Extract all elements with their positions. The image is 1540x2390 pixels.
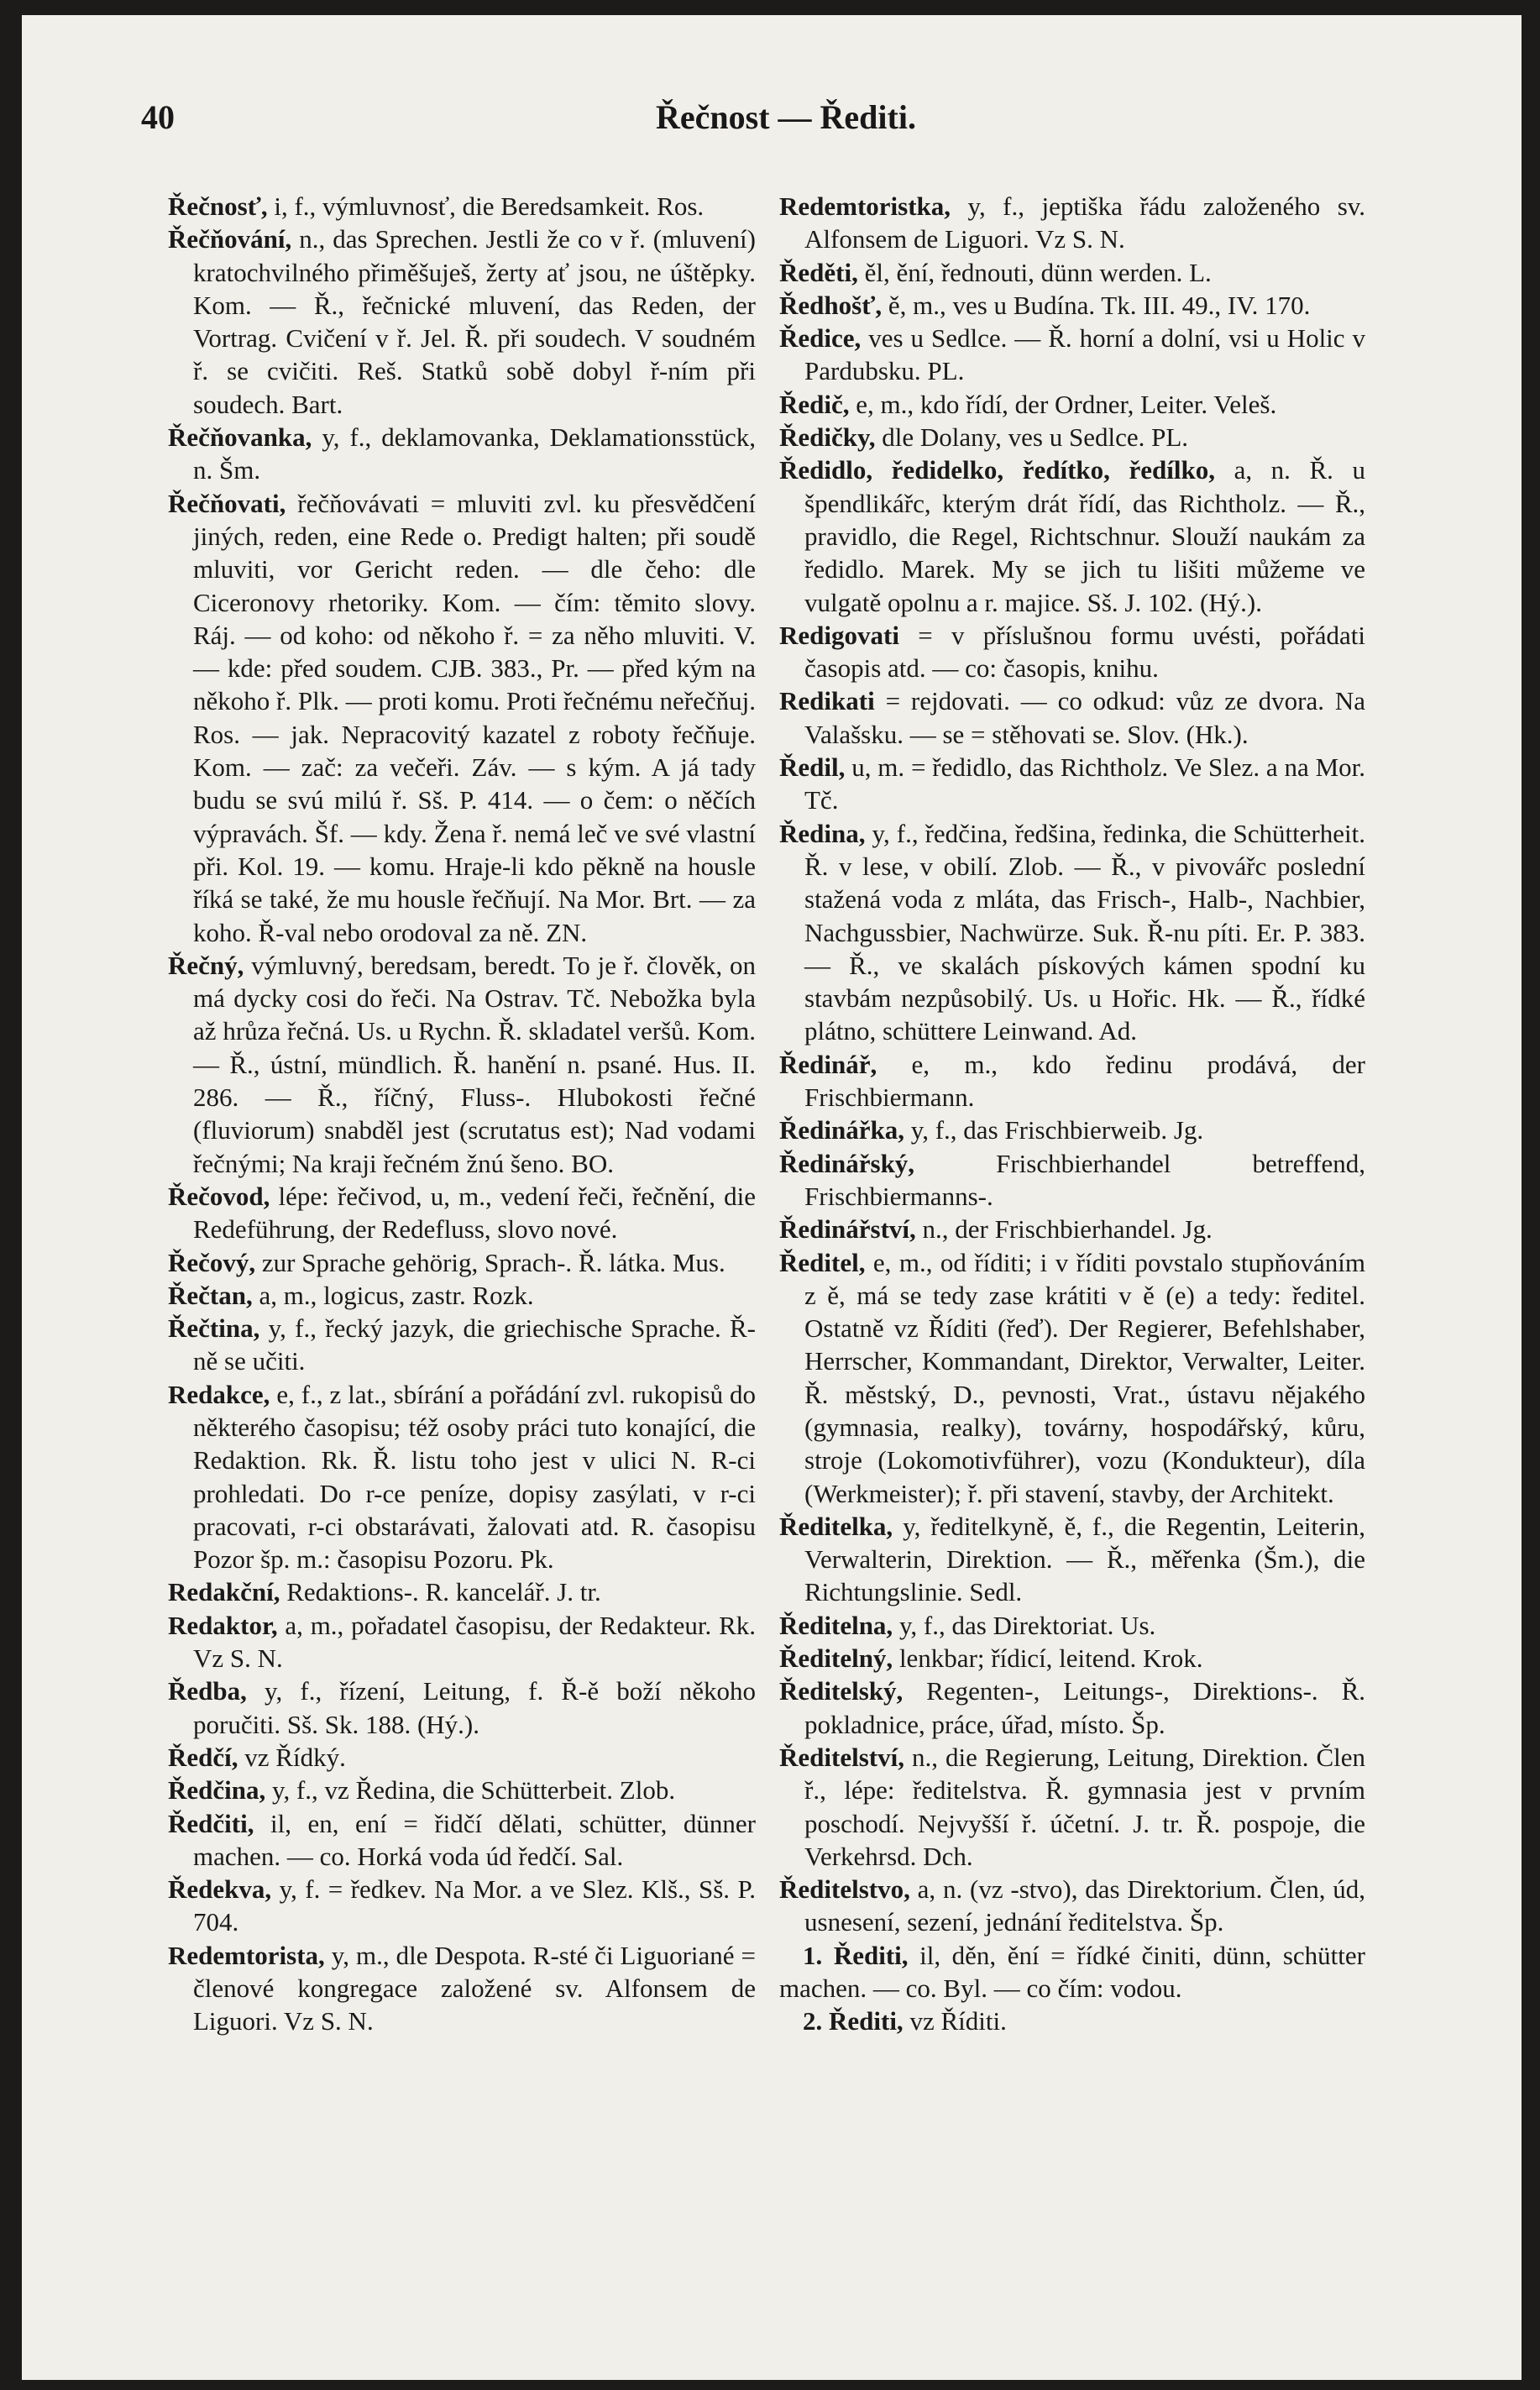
dictionary-entry (168, 1312, 756, 1378)
entry-definition: Regenten-, Leitungs-, Direktions-. Ř. pokladnice, práce, úřad, místo. Šp. (804, 1676, 1365, 1739)
dictionary-entry (779, 751, 1365, 817)
entry-definition: y, f., řízení, Leitung, f. Ř-ě boží někoho poručiti. Sš. Sk. 188. (Hý.). (193, 1676, 757, 1739)
dictionary-entry (168, 949, 756, 1180)
dictionary-entry (168, 190, 756, 223)
entry-definition: e, m., kdo ředinu prodává, der Frischbiermann. (804, 1049, 1365, 1113)
entry-headword: Řečový, (168, 1247, 256, 1277)
dictionary-entry (779, 1213, 1365, 1245)
entry-definition: y, f., řecký jazyk, die griechische Sprache. Ř-ně se učiti. (193, 1313, 756, 1376)
entry-definition: a, n. (vz -stvo), das Direktorium. Člen, úd, usnesení, sezení, jednání ředitelstva. Šp. (804, 1874, 1365, 1937)
entry-definition: e, m., kdo řídí, der Ordner, Leiter. Veleš. (856, 389, 1277, 419)
entry-headword: Ředěti, (779, 257, 858, 287)
entry-headword: Ředitelný, (779, 1643, 893, 1674)
dictionary-entry (168, 223, 756, 421)
entry-headword: Ředič, (779, 389, 850, 419)
entry-headword: Ředitelka, (779, 1511, 893, 1541)
dictionary-entry (779, 322, 1365, 388)
entry-headword: Ředinářství, (779, 1214, 916, 1245)
dictionary-entry (779, 1741, 1365, 1873)
dictionary-entry (168, 1774, 756, 1806)
dictionary-entry (779, 1147, 1365, 1213)
dictionary-entry (168, 1873, 756, 1939)
entry-headword: Redakční, (168, 1577, 280, 1607)
entry-definition: ě, m., ves u Budína. Tk. III. 49., IV. 170. (888, 290, 1311, 320)
entry-definition: n., der Frischbierhandel. Jg. (922, 1214, 1213, 1245)
dictionary-entry (168, 1575, 756, 1608)
entry-headword: Ředhošť, (779, 290, 883, 320)
entry-headword: Ředinářka, (779, 1115, 904, 1145)
dictionary-entry (168, 1675, 756, 1741)
entry-headword: Řečtina, (168, 1313, 260, 1344)
dictionary-entry (779, 256, 1365, 289)
entry-definition: n., die Regierung, Leitung, Direktion. Člen ř., lépe: ředitelstva. Ř. gymnasia jest v prvním poschodí. Nejvyšší ř. účetní. J. tr. Ř. pospoje, die Verkehrsd. Dch. (804, 1742, 1366, 1871)
right-column (779, 190, 1365, 2038)
dictionary-entry (779, 1114, 1365, 1146)
entry-headword: Řečňování, (168, 224, 292, 254)
entry-headword: Ředitelský, (779, 1676, 904, 1706)
dictionary-entry (168, 421, 756, 487)
entry-headword: Řečňovati, (168, 488, 286, 518)
entry-headword: Řečovod, (168, 1181, 270, 1211)
entry-definition: y, f., vz Ředina, die Schütterbeit. Zlob. (272, 1775, 676, 1806)
dictionary-entry (779, 289, 1365, 322)
entry-headword: Ředinářský, (779, 1148, 915, 1178)
dictionary-entry (168, 1180, 756, 1246)
page-number: 40 (141, 98, 175, 136)
entry-headword: Redemtorista, (168, 1940, 325, 1970)
entry-definition: lépe: řečivod, u, m., vedení řeči, řečnění, die Redeführung, der Redefluss, slovo nové. (193, 1181, 757, 1245)
entry-definition: výmluvný, beredsam, beredt. To je ř. člověk, on má dycky cosi do řeči. Na Ostrav. Tč. Nebožka byla až hrůza řečná. Us. u Rychn. Ř. skladatel veršů. Kom. — Ř., ústní, mündlich. Ř. hanění n. psané. Hus. II. 286. — Ř., říčný, Fluss-. Hlubokosti řečné (fluviorum) snabděl jest (scrutatus est); Nad vodami řečnými; Na kraji řečném žnú šeno. BO. (193, 950, 756, 1178)
dictionary-entry (168, 1378, 756, 1576)
dictionary-entry (779, 2005, 1365, 2037)
entry-headword: Ředičky, (779, 422, 876, 453)
dictionary-entry (779, 1939, 1365, 2005)
entry-definition: ěl, ění, řednouti, dünn werden. L. (864, 257, 1212, 287)
entry-headword: Ředekva, (168, 1874, 272, 1905)
entry-definition: e, f., z lat., sbírání a pořádání zvl. rukopisů do některého časopisu; též osoby práci tuto konající, die Redaktion. Rk. Ř. listu toho jest v ulici N. R-ci prohledati. Do r-ce peníze, dopisy zasýlati, v r-ci pracovati, r-ci obstarávati, žalovati atd. R. časopisu Pozor šp. m.: časopisu Pozoru. Pk. (193, 1379, 756, 1575)
entry-headword: Řečtan, (168, 1280, 253, 1310)
entry-definition: y, f. = ředkev. Na Mor. a ve Slez. Klš., Sš. P. 704. (193, 1874, 757, 1937)
page-header (131, 97, 1441, 148)
dictionary-entry (779, 1246, 1365, 1510)
entry-definition: y, f., ředčina, ředšina, ředinka, die Schütterheit. Ř. v lese, v obilí. Zlob. — Ř., v pivovářc poslední stažená voda z mláta, das Frisch-, Halb-, Nachbier, Nachgussbier, Nachwürze. Suk. Ř-nu píti. Er. P. 383. — Ř., ve skalách pískových kámen spodní ku stavbám nezpůsobilý. Us. u Hořic. Hk. — Ř., řídké plátno, schüttere Leinwand. Ad. (804, 818, 1365, 1046)
entry-headword: Redaktor, (168, 1610, 278, 1640)
dictionary-entry (779, 1873, 1365, 1939)
dictionary-entry (779, 190, 1365, 256)
entry-definition: y, m., dle Despota. R-sté či Liguoriané = členové kongregace založené sv. Alfonsem de Liguori. Vz S. N. (193, 1940, 756, 2036)
entry-headword: 2. Řediti, (803, 2006, 904, 2036)
entry-definition: a, m., logicus, zastr. Rozk. (259, 1280, 534, 1310)
entry-definition: = rejdovati. — co odkud: vůz ze dvora. Na Valašsku. — se = stěhovati se. Slov. (Hk.). (804, 686, 1366, 749)
dictionary-entry (779, 1609, 1365, 1642)
entry-headword: Ředitel, (779, 1247, 866, 1277)
dictionary-entry (779, 421, 1365, 453)
entry-definition: vz Řídký. (244, 1742, 346, 1772)
running-head: Řečnost — Řediti. (656, 98, 916, 136)
dictionary-entry (779, 453, 1365, 618)
entry-definition: řečňovávati = mluviti zvl. ku přesvědčení jiných, reden, eine Rede o. Predigt halten; při soudě mluviti, vor Gericht reden. — dle čeho: dle Ciceronovy rhetoriky. Kom. — čím: těmito slovy. Ráj. — od koho: od někoho ř. = za něho mluviti. V. — kde: před soudem. CJB. 383., Pr. — před kým na někoho ř. Plk. — proti komu. Proti řečnému neřečňuj. Ros. — jak. Nepracovitý kazatel z roboty řečňuje. Kom. — zač: za večeři. Záv. — s kým. A já tady budu se svú milú ř. Sš. P. 414. — o čem: o něčích výpravách. Šf. — kdy. Žena ř. nemá leč ve své vlastní při. Kol. 19. — komu. Hraje-li kdo pěkně na housle říká se také, že mu housle řečňují. Na Mor. Brt. — za koho. Ř-val nebo orodoval za ně. ZN. (193, 488, 757, 947)
entry-headword: Redemtoristka, (779, 191, 951, 221)
dictionary-entry (779, 1675, 1365, 1741)
entry-definition: y, f., das Frischbierweib. Jg. (910, 1115, 1204, 1145)
dictionary-entry (779, 1048, 1365, 1114)
entry-headword: Ředice, (779, 323, 862, 354)
entry-definition: dle Dolany, ves u Sedlce. PL. (882, 422, 1189, 453)
dictionary-entry (779, 1642, 1365, 1675)
entry-headword: Redikati (779, 686, 875, 716)
entry-definition: y, f., das Direktoriat. Us. (898, 1610, 1156, 1640)
dictionary-entry (168, 1939, 756, 2038)
dictionary-entry (168, 487, 756, 949)
entry-headword: Řečňovanka, (168, 422, 312, 453)
dictionary-entry (168, 1279, 756, 1312)
entry-headword: Ředba, (168, 1676, 247, 1706)
entry-definition: y, f., jeptiška řádu založeného sv. Alfonsem de Liguori. Vz S. N. (804, 191, 1365, 254)
entry-definition: y, ředitelkyně, ě, f., die Regentin, Leiterin, Verwalterin, Direktion. — Ř., měřenka (Šm.), die Richtungslinie. Sedl. (804, 1511, 1366, 1607)
entry-definition: zur Sprache gehörig, Sprach-. Ř. látka. Mus. (261, 1247, 725, 1277)
entry-definition: Redaktions-. R. kancelář. J. tr. (286, 1577, 601, 1607)
entry-headword: Řečný, (168, 950, 244, 980)
dictionary-entry (779, 684, 1365, 751)
entry-definition: i, f., výmluvnosť, die Beredsamkeit. Ros. (274, 191, 705, 221)
dictionary-entry (168, 1807, 756, 1874)
entry-definition: il, en, ení = řidčí dělati, schütter, dünner machen. — co. Horká voda úd ředčí. Sal. (193, 1808, 757, 1871)
entry-definition: n., das Sprechen. Jestli že co v ř. (mluvení) kratochvilného přiměšuješ, žerty ať jsou, ne úštěpky. Kom. — Ř., řečnické mluvení, das Reden, der Vortrag. Cvičení v ř. Jel. Ř. při soudech. V soudném ř. se cvičiti. Reš. Statků sobě dobyl ř-ním při soudech. Bart. (193, 224, 756, 419)
entry-definition: lenkbar; řídicí, leitend. Krok. (898, 1643, 1203, 1674)
entry-headword: Ředčiti, (168, 1808, 254, 1838)
entry-headword: Ředinář, (779, 1049, 877, 1079)
entry-headword: Řečnosť, (168, 191, 268, 221)
entry-headword: Redigovati (779, 620, 899, 650)
dictionary-entry (168, 1741, 756, 1774)
entry-definition: = v příslušnou formu uvésti, pořádati časopis atd. — co: časopis, knihu. (804, 620, 1365, 684)
dictionary-entry (168, 1246, 756, 1279)
entry-definition: il, děn, ění = řídké činiti, dünn, schütter machen. — co. Byl. — co čím: vodou. (779, 1940, 1365, 2004)
entry-definition: vz Říditi. (909, 2006, 1007, 2036)
entry-headword: Ředitelstvo, (779, 1874, 910, 1905)
entry-headword: 1. Řediti, (803, 1940, 909, 1970)
entry-definition: Frischbierhandel betreffend, Frischbiermanns-. (804, 1148, 1365, 1211)
left-column (168, 190, 756, 2038)
entry-definition: y, f., deklamovanka, Deklamationsstück, n. Šm. (193, 422, 756, 485)
entry-definition: a, m., pořadatel časopisu, der Redakteur. Rk. Vz S. N. (193, 1610, 756, 1674)
entry-headword: Ředina, (779, 818, 866, 848)
entry-definition: e, m., od říditi; i v říditi povstalo stupňováním z ě, má se tedy zase krátiti v ě (e) a tedy: ředitel. Ostatně vz Říditi (řeď). Der Regierer, Befehlshaber, Herrscher, Kommandant, Direktor, Verwalter, Leiter. Ř. městský, D., pevnosti, Vrat., ústavu nějakého (gymnasia, realky), továrny, hospodářský, kůru, stroje (Lokomotivführer), vozu (Kondukteur), díla (Werkmeister); ř. při stavení, stavby, der Architekt. (804, 1247, 1365, 1508)
entry-headword: Ředitelství, (779, 1742, 904, 1772)
entry-definition: a, n. Ř. u špendlikářc, kterým drát řídí, das Richtholz. — Ř., pravidlo, die Regel, Richtschnur. Slouží naukám za ředidlo. Marek. My se jich tu lišiti můžeme ve vulgatě opolnu a r. majice. Sš. J. 102. (Hý.). (804, 455, 1366, 617)
entry-definition: u, m. = ředidlo, das Richtholz. Ve Slez. a na Mor. Tč. (804, 752, 1366, 815)
dictionary-entry (779, 388, 1365, 421)
entry-headword: Ředil, (779, 752, 846, 783)
dictionary-entry (779, 1510, 1365, 1609)
dictionary-page (22, 15, 1522, 2380)
dictionary-entry (779, 619, 1365, 685)
entry-headword: Redakce, (168, 1379, 270, 1409)
dictionary-entry (779, 817, 1365, 1048)
entry-headword: Ředčina, (168, 1775, 266, 1806)
entry-headword: Ředidlo, ředidelko, ředítko, ředílko, (779, 455, 1215, 485)
dictionary-entry (168, 1609, 756, 1675)
entry-headword: Ředčí, (168, 1742, 238, 1772)
entry-headword: Ředitelna, (779, 1610, 893, 1640)
entry-definition: ves u Sedlce. — Ř. horní a dolní, vsi u Holic v Pardubsku. PL. (804, 323, 1365, 386)
